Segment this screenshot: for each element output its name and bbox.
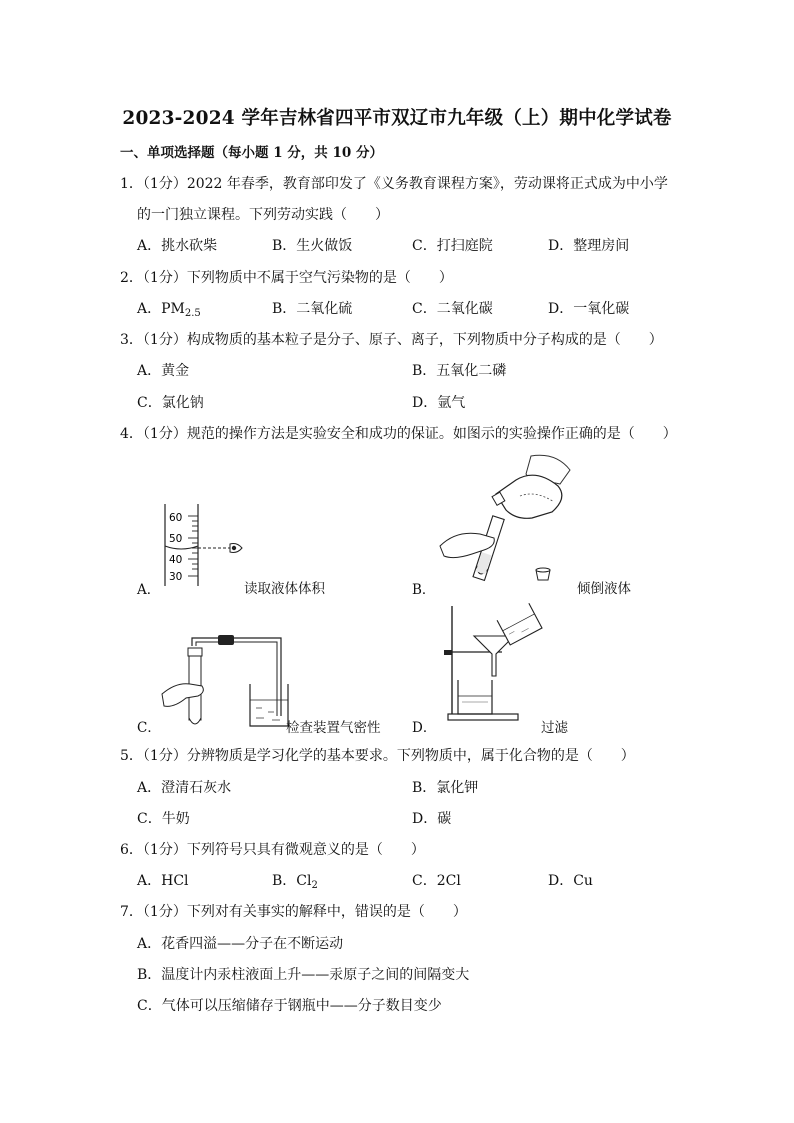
q7-option-b: B．温度计内汞柱液面上升——汞原子之间的间隔变大 xyxy=(137,967,470,983)
tick-label-40: 40 xyxy=(169,554,183,566)
eye-icon xyxy=(230,544,242,553)
bottle-stopper xyxy=(536,568,550,580)
q6-option-d: D．Cu xyxy=(548,873,593,889)
q5-option-b: B．氯化钾 xyxy=(412,780,479,796)
q6-stem: 6．（1分）下列符号只具有微观意义的是（ ） xyxy=(120,842,425,858)
q4-caption-c: 检查装置气密性 xyxy=(286,720,381,736)
q1-stem-line1: 1．（1分）2022 年春季，教育部印发了《义务教育课程方案》，劳动课将正式成为中小学 xyxy=(120,176,668,192)
q1-option-a: A．挑水砍柴 xyxy=(137,238,218,254)
q2-option-c: C．二氧化碳 xyxy=(412,301,493,317)
q3-option-a: A．黄金 xyxy=(137,363,190,379)
q5-option-d: D．碳 xyxy=(412,811,452,827)
q7-stem: 7．（1分）下列对有关事实的解释中，错误的是（ ） xyxy=(120,904,467,920)
q4-caption-d: 过滤 xyxy=(541,720,568,736)
q5-stem: 5．（1分）分辨物质是学习化学的基本要求。下列物质中，属于化合物的是（ ） xyxy=(120,748,635,764)
q6-option-b-text: B．Cl xyxy=(272,873,312,889)
q7-option-a: A．花香四溢——分子在不断运动 xyxy=(137,936,344,952)
q2-option-a xyxy=(137,299,201,324)
q4-caption-b: 倾倒液体 xyxy=(577,581,631,597)
q1-option-c: C．打扫庭院 xyxy=(412,238,493,254)
tick-label-50: 50 xyxy=(169,533,183,545)
q1-option-b: B．生火做饭 xyxy=(272,238,353,254)
q3-option-b: B．五氧化二磷 xyxy=(412,363,507,379)
q1-option-d: D．整理房间 xyxy=(548,238,630,254)
rubber-connector xyxy=(218,635,234,645)
q4-stem: 4．（1分）规范的操作方法是实验安全和成功的保证。如图示的实验操作正确的是（ ） xyxy=(120,426,677,442)
cylinder-reading-figure xyxy=(150,502,250,588)
pouring-liquid-figure xyxy=(436,450,581,592)
stand-base xyxy=(448,714,518,720)
airtightness-check-figure xyxy=(156,634,296,730)
tick-label-30: 30 xyxy=(169,571,183,583)
q6-option-b xyxy=(272,871,318,896)
q1-stem-line2: 的一门独立课程。下列劳动实践（ ） xyxy=(137,207,389,223)
q2-option-d: D．一氧化碳 xyxy=(548,301,630,317)
q3-option-d: D．氩气 xyxy=(412,395,466,411)
meniscus xyxy=(165,546,198,549)
q6-option-b-subscript: 2 xyxy=(311,880,318,891)
reagent-bottle xyxy=(496,475,562,518)
q6-option-c: C．2Cl xyxy=(412,873,461,889)
q2-option-a-text: A．PM xyxy=(137,301,185,317)
q4-caption-a: 读取液体体积 xyxy=(244,581,325,597)
q5-option-c: C．牛奶 xyxy=(137,811,190,827)
beaker xyxy=(458,680,492,714)
page-title: 2023-2024 学年吉林省四平市双辽市九年级（上）期中化学试卷 xyxy=(122,108,672,129)
q5-option-a: A．澄清石灰水 xyxy=(137,780,232,796)
q4-label-a: A． xyxy=(137,582,161,598)
q7-option-c: C．气体可以压缩储存于钢瓶中——分子数目变少 xyxy=(137,998,442,1014)
q4-label-c: C． xyxy=(137,720,161,736)
filtration-figure xyxy=(434,602,554,724)
funnel xyxy=(474,636,514,676)
q2-stem: 2．（1分）下列物质中不属于空气污染物的是（ ） xyxy=(120,270,453,286)
q3-option-c: C．氯化钠 xyxy=(137,395,204,411)
section-heading: 一、单项选择题（每小题 1 分，共 10 分） xyxy=(120,145,383,161)
q4-label-d: D． xyxy=(412,720,437,736)
q2-option-a-subscript: 2.5 xyxy=(184,308,201,319)
q3-stem: 3．（1分）构成物质的基本粒子是分子、原子、离子，下列物质中分子构成的是（ ） xyxy=(120,332,663,348)
q2-option-b: B．二氧化硫 xyxy=(272,301,353,317)
beaker xyxy=(250,684,288,726)
q6-option-a: A．HCl xyxy=(137,873,189,889)
q4-label-b: B． xyxy=(412,582,436,598)
tick-label-60: 60 xyxy=(169,512,183,524)
